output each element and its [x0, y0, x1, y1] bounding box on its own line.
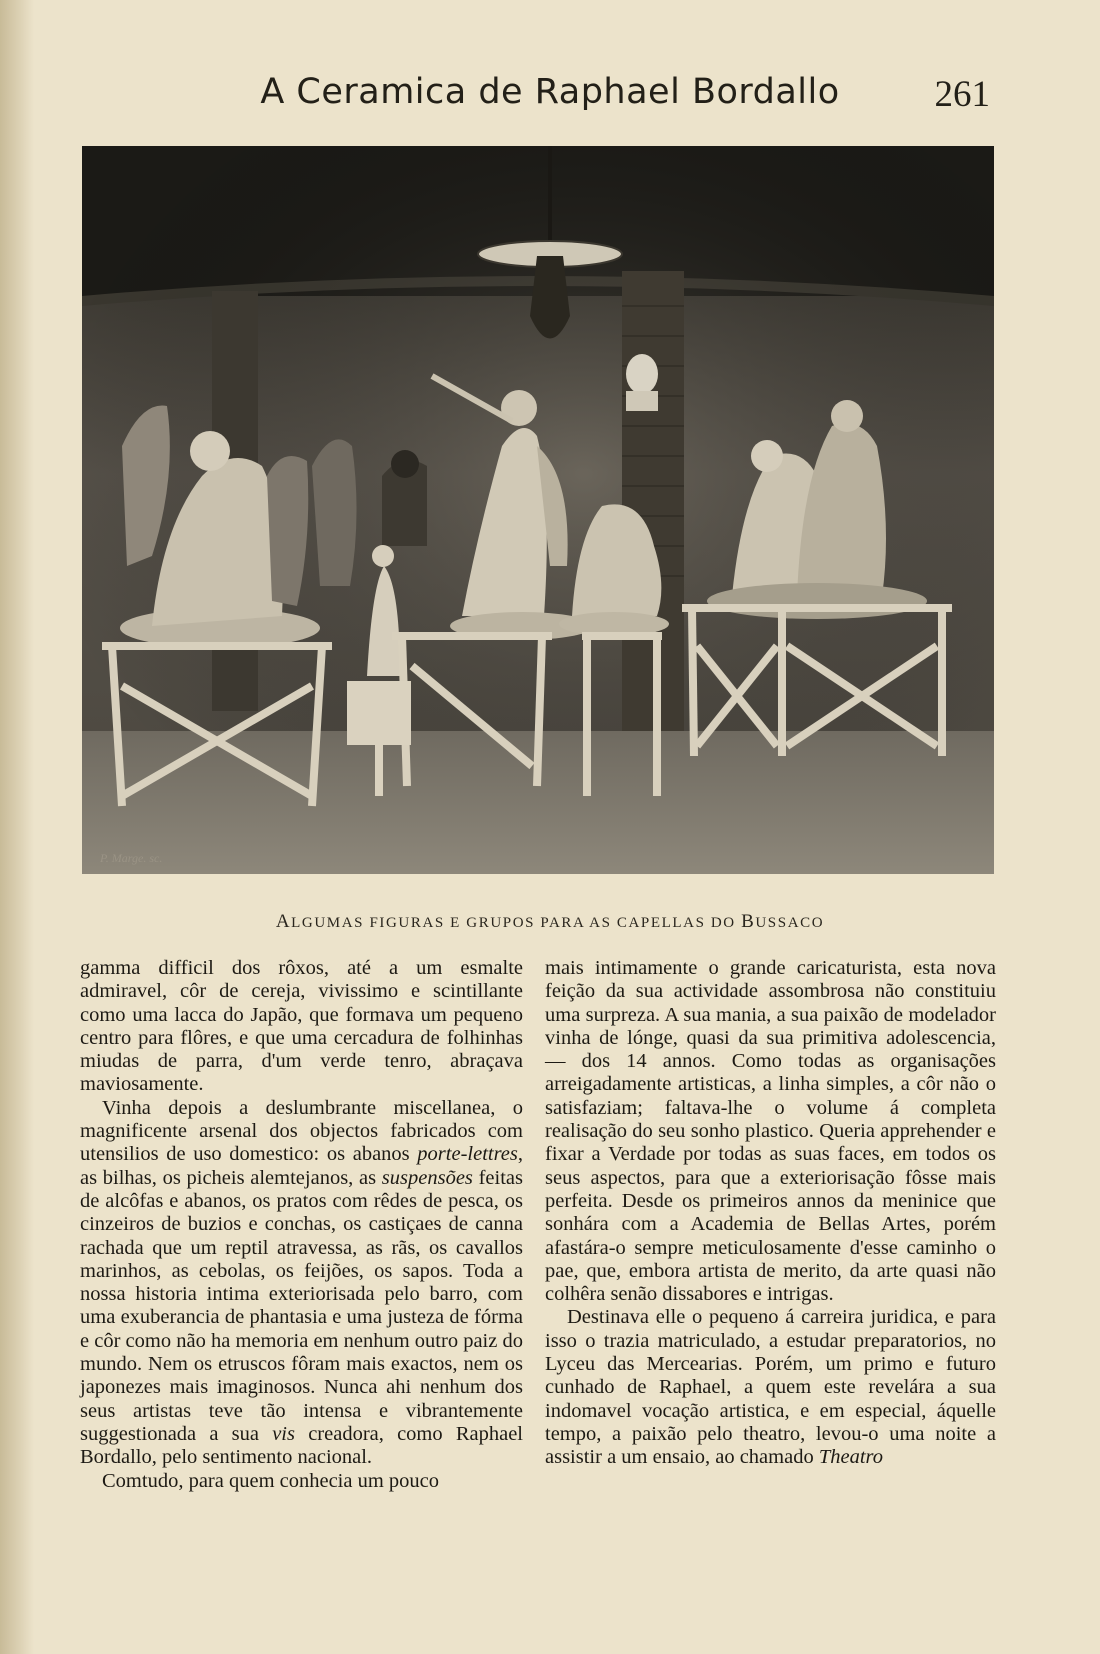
page-number: 261 — [934, 74, 990, 115]
studio-photo-illustration — [82, 146, 994, 874]
text-column-right — [545, 957, 996, 1470]
paragraph: mais intimamente o grande caricaturista, esta nova feição da sua actividade assombrosa não constituiu uma surpreza. A sua mania, a sua paixão de modelador vinha de lónge, quasi da sua primitiva adolescencia, — dos 14 annos. Como todas as organisações arreigadamente artisticas, a linha simples, a côr não o satisfaziam; faltava-lhe o volume á completa realisação do seu sonho plastico. Queria apprehender e fixar a Verdade por todas as suas faces, em todos os seus aspectos, para que a exteriorisação fôsse mais perfeita. Desde os primeiros annos da meninice que sonhára com a Academia de Bellas Artes, porém afastára-o sempre meticulosamente d'esse caminho o pae, que, embora artista de merito, da arte quasi não colhêra senão dissabores e intrigas. — [545, 957, 996, 1306]
figure-caption — [0, 911, 1100, 933]
emphasis: vis — [272, 1422, 295, 1445]
caption-initial: A — [275, 911, 292, 932]
paragraph: Comtudo, para quem conhecia um pouco — [102, 1469, 440, 1492]
emphasis: porte-lettres — [417, 1143, 518, 1166]
photograph-sculpture-studio — [82, 146, 994, 874]
running-header-title: A Ceramica de Raphael Bordallo — [260, 72, 840, 112]
text-column-left — [80, 957, 523, 1493]
caption-text: LGUMAS FIGURAS E GRUPOS PARA AS CAPELLAS DO — [291, 915, 742, 931]
page-gutter-shadow — [0, 0, 34, 1654]
caption-last-text: USSACO — [755, 915, 825, 931]
emphasis: Theatro — [818, 1446, 883, 1469]
paragraph: gamma difficil dos rôxos, até a um esmalte admiravel, côr de cereja, vivissimo e scintillante como uma lacca do Japão, que formava um pequeno centro para flôres, e que uma cercadura de folhinhas miudas de parra, d'um verde tenro, abraçava maviosamente. — [80, 957, 523, 1096]
paragraph: Vinha depois a deslumbrante miscellanea, o magnificente arsenal dos objectos fabricados com utensilios de uso domestico: os abanos porte-lettres, as bilhas, os picheis alemtejanos, as suspensões feitas de alcôfas e abanos, os pratos com rêdes de pesca, os cinzeiros de buzios e conchas, os castiçaes de canna rachada que um reptil atravessa, as rãs, os cavallos marinhos, as cebolas, os feijões, os sapos. Toda a nossa historia intima exteriorisada pelo barro, com uma exuberancia de phantasia e uma justeza de fórma e côr como não ha memoria em nenhum outro paiz do mundo. Nem os etruscos fôram mais exactos, nem os japonezes mais imaginosos. Nunca ahi nenhum dos seus artistas teve tão intensa e vibrantemente suggestionada a sua vis creadora, como Raphael Bordallo, pelo sentimento nacional. — [80, 1096, 523, 1469]
engraver-signature: P. Marge. sc. — [100, 851, 163, 865]
emphasis: suspensões — [381, 1166, 473, 1189]
paragraph: Destinava elle o pequeno á carreira juridica, e para isso o trazia matriculado, a estudar preparatorios, no Lyceu das Mercearias. Porém, um primo e futuro cunhado de Raphael, a quem este revelára a sua indomavel vocação artistica, e em especial, áquelle tempo, a paixão pelo theatro, levou-o uma noite a assistir a um ensaio, ao chamado Theatro — [545, 1306, 996, 1469]
caption-last-initial: B — [741, 911, 756, 932]
